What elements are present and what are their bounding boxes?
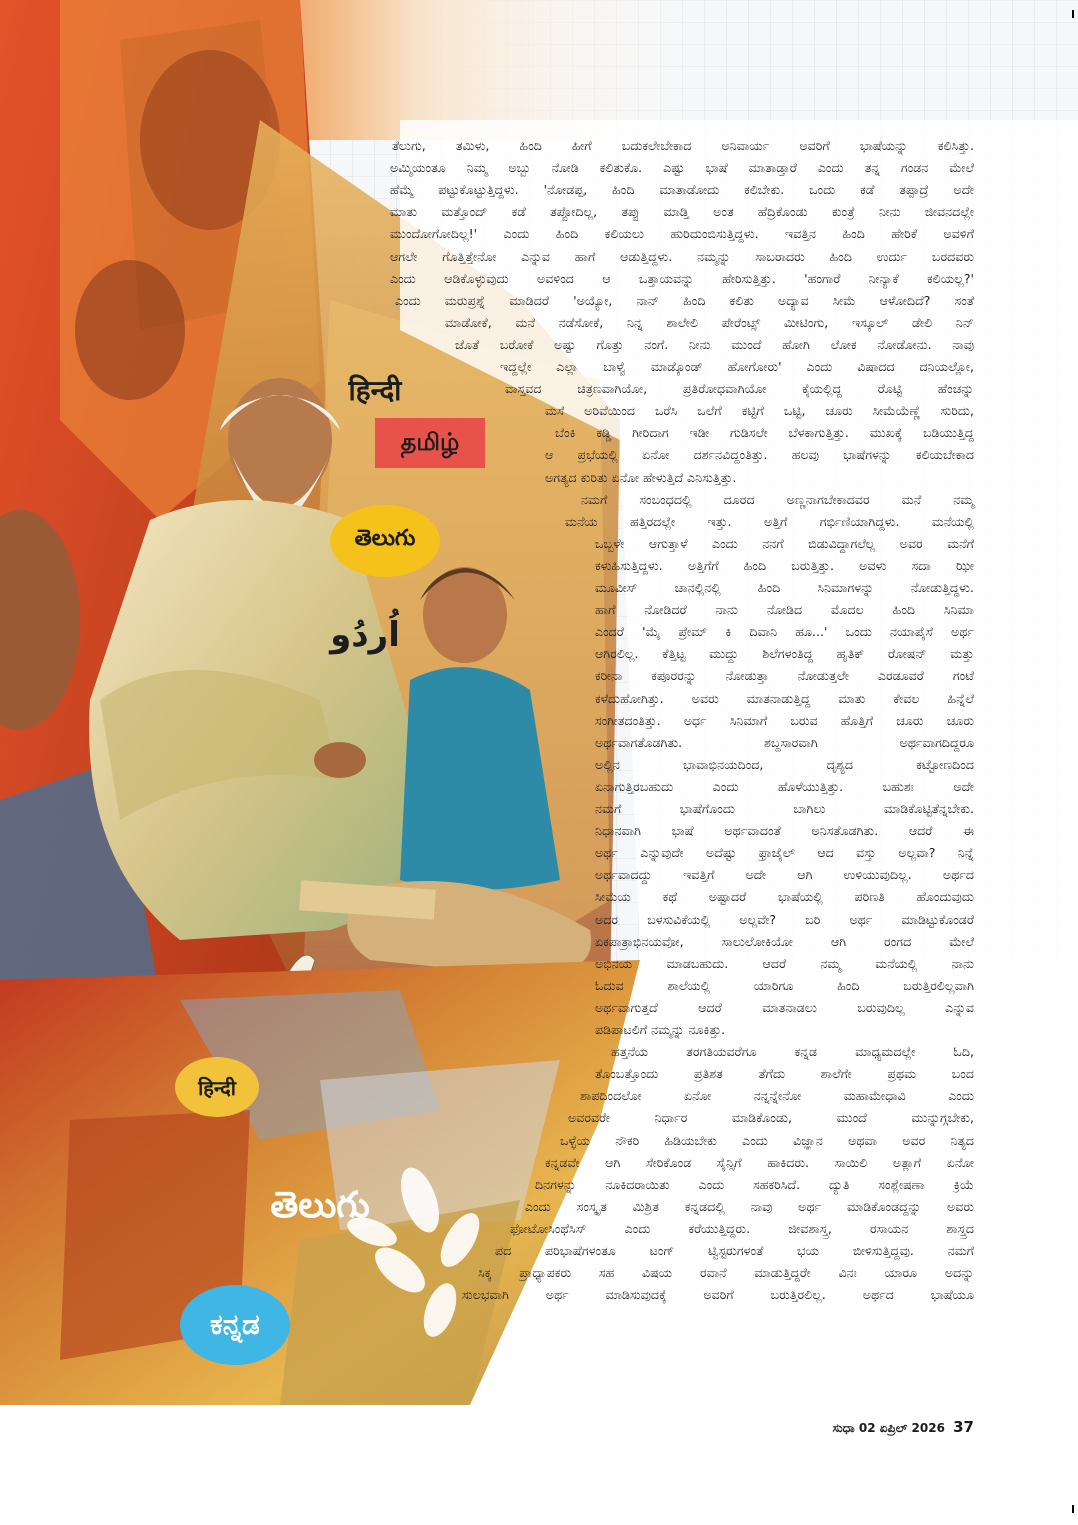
text-line: ಏಕಪಾತ್ರಾಭಿನಯವೋ, ಸಾಲುಲೋಕಿಯೋ ಆಗಿ ರಂಗದ ಮೇಲೆ	[595, 933, 974, 949]
text-line: ಎಂದು ಆಡಿಕೊಳ್ಳುವುದು ಅವಳಿಂದ ಆ ಒತ್ತಾಯವನ್ನು ಹೇರಿಸುತ್ತಿತ್ತು. 'ಹಂಗಾರೆ ನೀನ್ಯಾಕೆ ಕಲಿಯಲ್ಲ?'	[390, 270, 974, 286]
text-line: ಮುಂದೋಗೋದಿಲ್ಲ!' ಎಂದು ಹಿಂದಿ ಕಲಿಯಲು ಹುರಿದುಂಬಿಸುತ್ತಿದ್ದಳು. ಇವತ್ತಿನ ಹಿಂದಿ ಹೇರಿಕೆ ಅವಳಿಗೆ	[390, 226, 974, 242]
text-line: ಓದುವ ಶಾಲೆಯಲ್ಲಿ ಯಾರಿಗೂ ಹಿಂದಿ ಬರುತ್ತಿರಲಿಲ್ಲವಾಗಿ	[595, 977, 974, 993]
text-line: ಫೋಟೋಸಿಂಥೆಸಿಸ್ ಎಂದು ಕರೆಯುತ್ತಿದ್ದರು. ಜೀವಶಾಸ್ತ್ರ, ರಸಾಯನ ಶಾಸ್ತ್ರದ	[510, 1220, 974, 1236]
page-footer	[832, 1418, 974, 1436]
text-line: ಪದ ಪರಿಭಾಷೆಗಳಂತೂ ಟಂಗ್ ಟ್ವಿಸ್ಟರುಗಳಂತೆ ಭಯ ಬೀಳಿಸುತ್ತಿದ್ದವು. ನಮಗೆ	[495, 1243, 974, 1258]
text-line: ಮಾಡೋಕೆ, ಮನೆ ನಡೆಸೋಕೆ, ನಿನ್ನ ಶಾಲೇಲಿ ಪೇರೆಂಟ್ಸ್ ಮೀಟಿಂಗು, ಇಸ್ಕೂಲ್ ಡೇಲಿ ನಿನ್	[445, 314, 974, 330]
label-telugu-bottom: తెలుగు	[270, 1185, 370, 1226]
text-line: ಅವರವರೇ ನಿರ್ಧಾರ ಮಾಡಿಕೊಂಡು, ಮುಂದೆ ಮುನ್ನುಗ್ಗಬೇಕು,	[568, 1110, 974, 1126]
crop-mark	[1072, 1505, 1074, 1513]
text-line: ತೆಲುಗು, ತಮಿಳು, ಹಿಂದಿ ಹೀಗೆ ಬದುಕಲೇಬೇಕಾದ ಅನಿವಾರ್ಯ ಅವರಿಗೆ ಭಾಷೆಯನ್ನು ಕಲಿಸಿತ್ತು.	[392, 138, 974, 153]
text-line: ವಾಸ್ತವದ ಚಿತ್ರಣವಾಗಿಯೋ, ಪ್ರತಿರೋಧವಾಗಿಯೋ ಕೈಯಲ್ಲಿದ್ದ ರೊಟ್ಟಿ ಹೆಂಚನ್ನು	[505, 381, 974, 397]
text-line: ಅರ್ಥವಾಗುತ್ತದೆ ಆದರೆ ಮಾತನಾಡಲು ಬರುವುದಿಲ್ಲ ಎನ್ನುವ	[595, 999, 974, 1015]
text-line: ಶಾಪದಿಂದಲೋ ಏನೋ ನನ್ನನ್ನೇನೋ ಮಹಾಮೇಧಾವಿ ಎಂದು	[580, 1088, 974, 1104]
text-line: ಹಾಗೆ ನೋಡಿದರೆ ನಾನು ನೋಡಿದ ಮೊದಲ ಹಿಂದಿ ಸಿನಿಮಾ	[595, 602, 974, 618]
text-line: ದಿನಗಳನ್ನು ನೂಕಿದರಾಯಿತು ಎಂದು ಸಹಕರಿಸಿದೆ. ದ್ಯುತಿ ಸಂಶ್ಲೇಷಣಾ ಕ್ರಿಯೆ	[535, 1176, 974, 1192]
text-line: ನಮಗೆ ಸಂಬಂಧದಲ್ಲಿ ದೂರದ ಅಣ್ಣನಾಗಬೇಕಾದವರ ಮನೆ ನಮ್ಮ	[581, 491, 974, 507]
text-line: ಹತ್ತನೆಯ ತರಗತಿಯವರೆಗೂ ಕನ್ನಡ ಮಾಧ್ಯಮದಲ್ಲೇ ಓದಿ,	[611, 1044, 974, 1060]
text-line: ಪಡಿಪಾಟಲಿಗೆ ನಮ್ಮನ್ನು ನೂಕಿತ್ತು.	[595, 1022, 726, 1037]
text-line: ಎಂದು ಮರುಪ್ರಶ್ನೆ ಮಾಡಿದರೆ 'ಅಯ್ಯೋ, ನಾನ್ ಹಿಂದಿ ಕಲಿತು ಅದ್ಯಾವ ಸೀಮೆ ಆಳೋದಿದೆ? ಸಂತೆ	[395, 292, 974, 308]
text-line: ಸಂಗೀತದಂತಿತ್ತು. ಅರ್ಧ ಸಿನಿಮಾಗೆ ಬರುವ ಹೊತ್ತಿಗೆ ಚೂರು ಚೂರು	[595, 712, 974, 728]
text-line: ನಮಗೆ ಭಾಷೆಗೊಂದು ಬಾಗಿಲು ಮಾಡಿಕೊಟ್ಟಿತೆನ್ನಬೇಕು.	[595, 801, 974, 816]
text-line: ನಿಧಾನವಾಗಿ ಭಾಷೆ ಅರ್ಥವಾದಂತೆ ಅನಿಸತೊಡಗಿತು. ಆದರೆ ಈ	[595, 823, 974, 839]
text-line: ಕನ್ನಡವೇ ಆಗಿ ಸೇರಿಕೊಂಡ ಸೈನ್ಸಿಗೆ ಹಾಕಿದರು. ಸಾಯಿಲಿ ಅತ್ಲಾಗೆ ಏನೋ	[545, 1154, 974, 1170]
text-line: ಎಂದರೆ 'ಮೈ ಪ್ರೇಮ್ ಕಿ ದಿವಾನಿ ಹೂ...' ಒಂದು ನಯಾಪೈಸೆ ಅರ್ಥ	[595, 624, 974, 640]
crop-mark	[1072, 10, 1074, 18]
text-line: ಕರೀನಾ ಕಪೂರರನ್ನು ನೋಡುತ್ತಾ ನೋಡುತ್ತಲೇ ಎರಡೂವರೆ ಗಂಟೆ	[595, 668, 974, 684]
magazine-name: ಸುಧಾ	[832, 1421, 855, 1435]
text-line: ಅದರ ಬಳಸುವಿಕೆಯಲ್ಲಿ ಅಲ್ಲವೇ? ಬರಿ ಅರ್ಥ ಮಾಡಿಟ್ಟುಕೊಂಡರೆ	[595, 911, 974, 927]
text-line: ಜೊತೆ ಬರೋಕೆ ಅಷ್ಟು ಗೊತ್ತು ನಂಗೆ. ನೀನು ಮುಂದೆ ಹೋಗಿ ಲೋಕ ನೋಡೋನು. ನಾವು	[455, 336, 974, 352]
text-line: ಸೀಮೆಯ ಕಥೆ ಅಷ್ಟಾದರೆ ಭಾಷೆಯಲ್ಲಿ ಪರಿಣತಿ ಹೊಂದುವುದು	[595, 889, 974, 905]
text-line: ಸಿಕ್ಕ ಪ್ರಾಧ್ಯಾಪಕರು ಸಹ ವಿಷಯ ರವಾನೆ ಮಾಡುತ್ತಿದ್ದರೇ ವಿನಃ ಯಾರೂ ಅದನ್ನು	[478, 1265, 974, 1281]
label-telugu-mid: తెలుగు	[330, 505, 440, 577]
label-hindi-top: हिन्दी	[348, 374, 402, 407]
text-line: ಮನೆಯ ಹತ್ತಿರದಲ್ಲೇ ಇತ್ತು. ಅತ್ತಿಗೆ ಗರ್ಭಿಣಿಯಾಗಿದ್ದಳು. ಮನೆಯಲ್ಲಿ	[565, 513, 974, 529]
text-line: ಒಬ್ಬಳೇ ಆಗುತ್ತಾಳೆ ಎಂದು ನನಗೆ ಬಿಡುವಿದ್ದಾಗಲೆಲ್ಲ ಅವರ ಮನೆಗೆ	[595, 535, 974, 551]
text-line: ಕಳೆದುಹೋಗಿತ್ತು. ಅವರು ಮಾತನಾಡುತ್ತಿದ್ದ ಮಾತು ಕೇವಲ ಹಿನ್ನೆಲೆ	[595, 690, 974, 706]
text-line: ಅರ್ಥವಾದದ್ದು ಇವತ್ತಿಗೆ ಅದೇ ಆಗಿ ಉಳಿಯುವುದಿಲ್ಲ. ಅರ್ಥದ	[595, 867, 974, 883]
text-line: ಅಲ್ಲಿನ ಭಾವಾಭಿನಯದಿಂದ, ದೃಶ್ಯದ ಕಟ್ಟೋಣದಿಂದ	[595, 756, 974, 772]
label-urdu: اُردُو	[330, 615, 400, 655]
text-line: ಆ ಪ್ರಭೆಯಲ್ಲಿ ಏನೋ ದರ್ಶನವಿದ್ದಂತಿತ್ತು. ಹಲವು ಭಾಷೆಗಳನ್ನು ಕಲಿಯಬೇಕಾದ	[545, 447, 974, 463]
text-line: ಮಾತು ಮತ್ತೊಂದ್ ಕಡೆ ತಪ್ಪೋದಿಲ್ಲ, ತಪ್ಪು ಮಾಡ್ತಿ ಅಂತ ಹೆದ್ರಿಕೊಂಡು ಕುಂತ್ರೆ ನೀನು ಜೀವನದಲ್ಲೇ	[390, 204, 974, 220]
text-line: ಅಮ್ಮಿಯಂತೂ ನಿಮ್ಮ ಅಬ್ಬು ನೋಡಿ ಕಲಿತುಕೊ. ಎಷ್ಟು ಭಾಷೆ ಮಾತಾಡ್ತಾರೆ ಎಂದು ತನ್ನ ಗಂಡನ ಮೇಲೆ	[390, 160, 974, 176]
text-line: ಸುಲಭವಾಗಿ ಅರ್ಥ ಮಾಡಿಸುವುದಕ್ಕೆ ಅವರಿಗೆ ಬರುತ್ತಿರಲಿಲ್ಲ. ಅರ್ಥದ ಭಾಷೆಯೂ	[462, 1287, 974, 1303]
text-line: ಅರ್ಥ ಎನ್ನುವುದೇ ಅದೆಷ್ಟು ಫ್ರಾಜೈಲ್ ಆದ ವಸ್ತು ಅಲ್ಲವಾ? ನಿನ್ನೆ	[595, 845, 974, 861]
page-number: 37	[953, 1418, 974, 1436]
text-line: ಮೂವೀಸ್ ಚಾನಲ್ಲಿನಲ್ಲಿ ಹಿಂದಿ ಸಿನಿಮಾಗಳನ್ನು ನೋಡುತ್ತಿದ್ದಳು.	[595, 580, 974, 595]
text-line: ಬೆಂಕಿ ಕಡ್ಡಿ ಗೀರಿದಾಗ ಇಡೀ ಗುಡಿಸಲೇ ಬೆಳಕಾಗುತ್ತಿತ್ತು. ಮುಖಕ್ಕೆ ಬಡಿಯುತ್ತಿದ್ದ	[555, 425, 974, 441]
label-hindi-bottom: हिन्दी	[175, 1057, 259, 1117]
text-line: ಒಳ್ಳೆಯ ನೌಕರಿ ಹಿಡಿಯಬೇಕು ಎಂದು ವಿಜ್ಞಾನ ಅಥವಾ ಅವರ ನಿತ್ಯದ	[560, 1132, 974, 1148]
text-line: ಆಗಿರಲಿಲ್ಲ. ಕೆತ್ತಿಟ್ಟ ಮುದ್ದು ಶಿಲೆಗಳಂತಿದ್ದ ಹೃತಿಕ್ ರೋಷನ್ ಮತ್ತು	[595, 646, 974, 662]
text-line: ಅರ್ಥವಾಗತೊಡಗಿತು. ಶಬ್ದಸಾರವಾಗಿ ಅರ್ಥವಾಗದಿದ್ದರೂ	[595, 734, 974, 750]
text-line: ತೊಂಬತ್ತೊಂದು ಪ್ರತಿಶತ ತೆಗೆದು ಶಾಲೆಗೇ ಪ್ರಥಮ ಬಂದ	[595, 1066, 974, 1082]
text-line: ಆಗಲೇ ಗೊತ್ತಿತ್ತೇನೋ ಎನ್ನುವ ಹಾಗೆ ಆಡುತ್ತಿದ್ದಳು. ನಮ್ಮನ್ನು ಸಾಬರಾದರು ಹಿಂದಿ ಉರ್ದು ಬರದವರು	[390, 248, 974, 264]
text-line: ಅಗತ್ಯದ ಕುರಿತು ಏನೋ ಹೇಳುತ್ತಿದೆ ಎನಿಸುತ್ತಿತ್ತು.	[545, 469, 737, 485]
text-line: ಮಸೆ ಅರಿವೆಯಿಂದ ಒರೆಸಿ ಒಲೆಗೆ ಕಟ್ಟಿಗೆ ಒಟ್ಟಿ, ಚೂರು ಸೀಮೆಯೆಣ್ಣೆ ಸುರಿದು,	[545, 403, 974, 419]
text-line: ಏನಾಗುತ್ತಿರಬಹುದು ಎಂದು ಹೊಳೆಯುತ್ತಿತ್ತು. ಬಹುಶಃ ಅದೇ	[595, 778, 974, 794]
text-line: ಹೆಮ್ಮೆ ಪಟ್ಟುಕೊಟ್ಟುತ್ತಿದ್ದಳು. 'ನೋಡಪ್ಪ, ಹಿಂದಿ ಮಾತಾಡೋದು ಕಲಿಬೇಕು. ಒಂದು ಕಡೆ ತಪ್ಪಾದ್ರೆ ಅದೇ	[390, 182, 974, 198]
label-kannada: ಕನ್ನಡ	[180, 1285, 290, 1365]
issue-date: 02 ಏಪ್ರಿಲ್ 2026	[858, 1421, 945, 1435]
text-line: ಕಳುಹಿಸುತ್ತಿದ್ದಳು. ಅತ್ತಿಗೆಗೆ ಹಿಂದಿ ಬರುತ್ತಿತ್ತು. ಅವಳು ಸದಾ ಝೀ	[595, 557, 974, 573]
text-line: ಇದ್ದಲ್ಲೇ ಎಲ್ಲಾ ಬಾಳ್ವೆ ಮಾಡ್ಕೊಂಡ್ ಹೋಗೋರು' ಎಂದು ವಿಷಾದದ ದನಿಯಲ್ಲೋ,	[500, 359, 974, 374]
text-line: ಎಂದು ಸಂಸ್ಕೃತ ಮಿಶ್ರಿತ ಕನ್ನಡದಲ್ಲಿ ನಾವು ಅರ್ಥ ಮಾಡಿಕೊಂಡದ್ದನ್ನು ಅವರು	[525, 1198, 974, 1214]
label-tamil: தமிழ்	[375, 418, 485, 468]
text-line: ಅಭಿನಯ ಮಾಡಬಹುದು. ಆದರೆ ನಮ್ಮ ಮನೆಯಲ್ಲಿ ನಾನು	[595, 955, 974, 971]
